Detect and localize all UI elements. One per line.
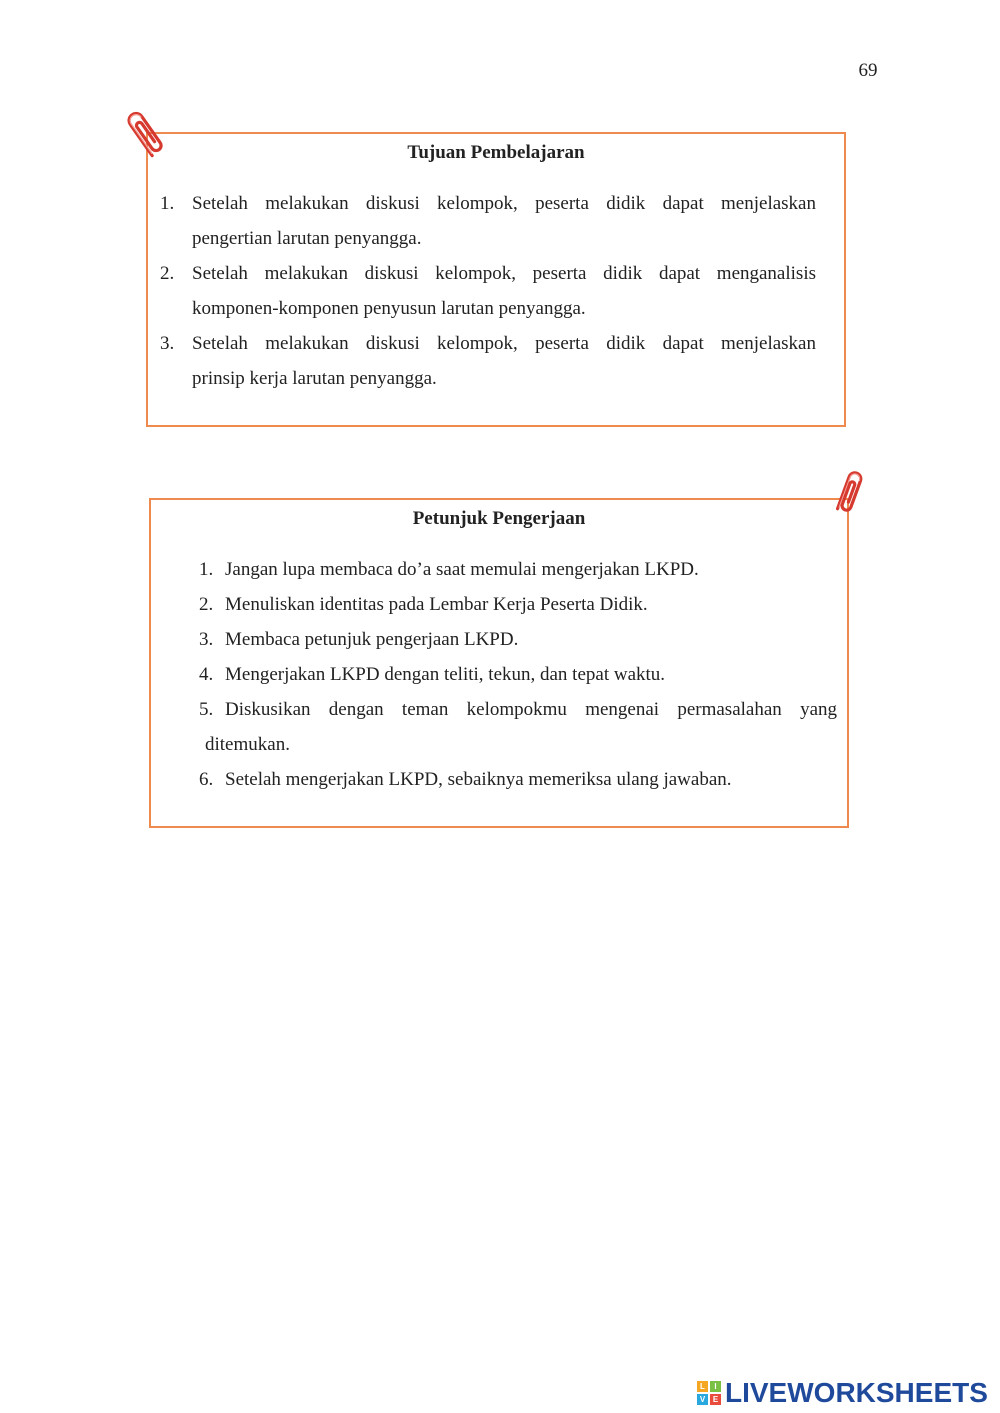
list-item-number: 1.	[160, 193, 175, 214]
list-item-text-line1: Setelah melakukan diskusi kelompok, peserta didik dapat menjelaskan	[192, 193, 816, 214]
list-item-number: 6.	[199, 769, 214, 790]
tujuan-list	[160, 186, 816, 396]
list-item	[199, 762, 837, 797]
list-item-number: 3.	[199, 629, 214, 650]
list-item-text-line1: Setelah melakukan diskusi kelompok, peserta didik dapat menganalisis	[192, 263, 816, 284]
list-item-number: 2.	[160, 263, 175, 284]
list-item-text: Jangan lupa membaca do’a saat memulai mengerjakan LKPD.	[225, 559, 699, 580]
petunjuk-pengerjaan-box	[149, 498, 849, 828]
list-item-text-line1: Diskusikan dengan teman kelompokmu mengenai permasalahan yang	[225, 699, 837, 720]
paperclip-icon	[122, 104, 168, 166]
list-item	[160, 326, 816, 396]
liveworksheets-logo	[697, 1376, 988, 1410]
list-item-number: 2.	[199, 594, 214, 615]
list-item-text: Setelah mengerjakan LKPD, sebaiknya memeriksa ulang jawaban.	[225, 769, 732, 790]
paperclip-icon	[830, 466, 870, 518]
logo-letter: L	[697, 1381, 708, 1392]
list-item-number: 1.	[199, 559, 214, 580]
list-item	[160, 256, 816, 326]
list-item-text-line2: prinsip kerja larutan penyangga.	[192, 368, 437, 389]
logo-letter: I	[710, 1381, 721, 1392]
list-item-text: Menuliskan identitas pada Lembar Kerja Peserta Didik.	[225, 594, 648, 615]
list-item-text-line1: Setelah melakukan diskusi kelompok, peserta didik dapat menjelaskan	[192, 333, 816, 354]
list-item-number: 5.	[199, 699, 214, 720]
list-item-number: 4.	[199, 664, 214, 685]
list-item	[199, 587, 837, 622]
liveworksheets-logo-mark	[697, 1381, 721, 1405]
list-item	[199, 622, 837, 657]
list-item-text-line2: ditemukan.	[205, 734, 290, 755]
list-item	[199, 692, 837, 762]
logo-letter: V	[697, 1394, 708, 1405]
page-number: 69	[858, 60, 878, 81]
list-item-text-line2: pengertian larutan penyangga.	[192, 228, 422, 249]
list-item	[199, 552, 837, 587]
liveworksheets-wordmark: LIVEWORKSHEETS	[725, 1377, 988, 1408]
list-item	[160, 186, 816, 256]
list-item	[199, 657, 837, 692]
tujuan-pembelajaran-box	[146, 132, 846, 427]
list-item-text: Mengerjakan LKPD dengan teliti, tekun, dan tepat waktu.	[225, 664, 666, 685]
petunjuk-pengerjaan-title: Petunjuk Pengerjaan	[412, 508, 586, 529]
petunjuk-list	[199, 552, 837, 797]
list-item-text-line2: komponen-komponen penyusun larutan penyangga.	[192, 298, 586, 319]
tujuan-pembelajaran-title: Tujuan Pembelajaran	[407, 142, 585, 163]
logo-letter: E	[710, 1394, 721, 1405]
list-item-text: Membaca petunjuk pengerjaan LKPD.	[225, 629, 519, 650]
list-item-number: 3.	[160, 333, 175, 354]
